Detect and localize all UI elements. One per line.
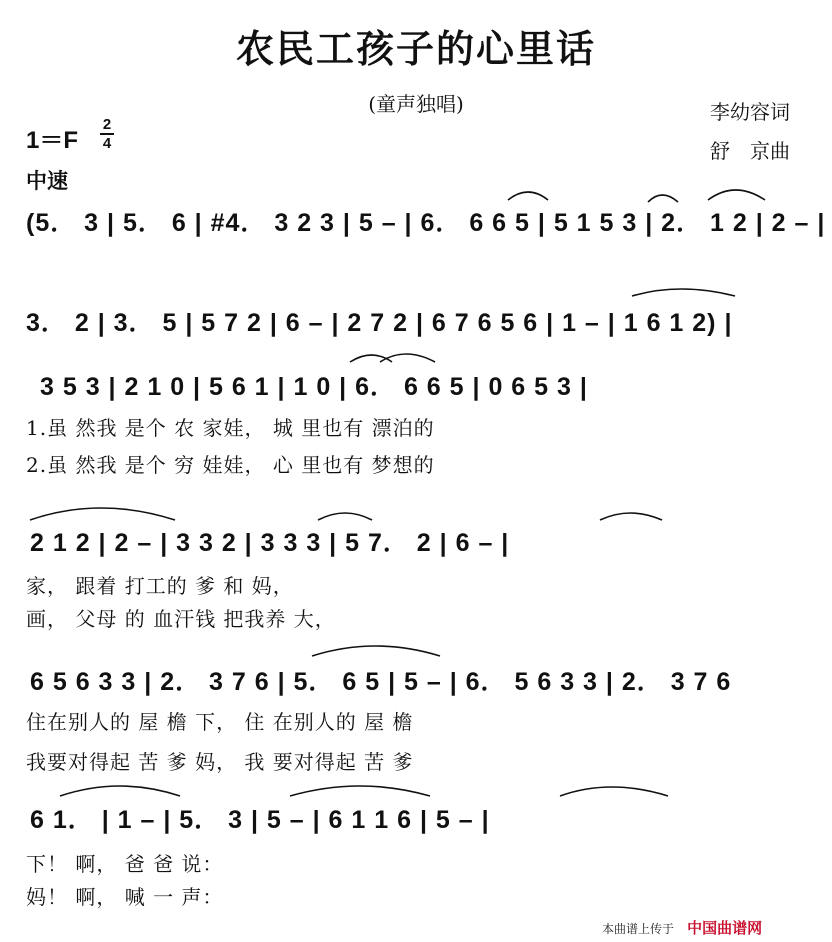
slur bbox=[380, 354, 435, 362]
slur bbox=[708, 190, 765, 200]
system-6-notes: 6 1． | 1 – | 5． 3 | 5 – | 6 1 1 6 | 5 – | bbox=[30, 806, 490, 834]
system-2-notes: 3． 2 | 3． 5 | 5 7 2 | 6 – | 2 7 2 | 6 7 6 5 6 | 1 – | 1 6 1 2) | bbox=[26, 309, 733, 337]
slur bbox=[312, 646, 440, 656]
slur bbox=[648, 195, 678, 202]
slur bbox=[508, 192, 548, 200]
subtitle: (童声独唱) bbox=[368, 92, 464, 116]
footer bbox=[602, 917, 762, 938]
slur bbox=[30, 508, 175, 520]
slur bbox=[560, 787, 668, 796]
system-3-lyrics-verse-2: 2.虽 然我 是个 穷 娃娃， 心 里也有 梦想的 bbox=[26, 453, 435, 477]
time-signature-top: 2 bbox=[102, 116, 112, 133]
slur bbox=[600, 513, 662, 520]
system-4-notes: 2 1 2 | 2 – | 3 3 2 | 3 3 3 | 5 7． 2 | 6 – | bbox=[30, 529, 510, 557]
system-4-lyrics-verse-2: 画， 父母 的 血汗钱 把我养 大， bbox=[26, 607, 336, 631]
system-5-lyrics-verse-2: 我要对得起 苦 爹 妈， 我 要对得起 苦 爹 bbox=[26, 750, 414, 774]
system-3-notes: 3 5 3 | 2 1 0 | 5 6 1 | 1 0 | 6． 6 6 5 | 0 6 5 3 | bbox=[40, 373, 588, 401]
lyricist-credit: 李幼容词 bbox=[710, 100, 790, 124]
slur bbox=[632, 289, 735, 296]
key-signature: 1＝F bbox=[26, 127, 79, 154]
page-title: 农民工孩子的心里话 bbox=[235, 26, 596, 71]
tempo-marking: 中速 bbox=[26, 169, 68, 193]
system-3-lyrics-verse-1: 1.虽 然我 是个 农 家娃， 城 里也有 漂泊的 bbox=[26, 416, 435, 440]
slur bbox=[318, 513, 372, 520]
system-4-lyrics-verse-1: 家， 跟着 打工的 爹 和 妈， bbox=[26, 574, 294, 598]
slur bbox=[290, 786, 430, 796]
footer-brand[interactable]: 中国曲谱网 bbox=[687, 919, 763, 937]
time-signature-bottom: 4 bbox=[102, 135, 112, 152]
system-6-lyrics-verse-1: 下！ 啊， 爸 爸 说： bbox=[26, 852, 224, 876]
system-6-lyrics-verse-2: 妈！ 啊， 喊 一 声： bbox=[26, 885, 224, 909]
system-5-lyrics-verse-1: 住在别人的 屋 檐 下， 住 在别人的 屋 檐 bbox=[26, 710, 414, 734]
system-5-notes: 6 5 6 3 3 | 2． 3 7 6 | 5． 6 5 | 5 – | 6． 5 6 3 3 | 2． 3 7 6 bbox=[30, 668, 732, 696]
system-1-notes: (5． 3 | 5． 6 | #4． 3 2 3 | 5 – | 6． 6 6 5 | 5 1 5 3 | 2． 1 2 | 2 – | bbox=[26, 209, 826, 237]
slur bbox=[60, 786, 180, 796]
composer-credit: 舒 京曲 bbox=[710, 139, 790, 163]
footer-text: 本曲谱上传于 bbox=[602, 922, 675, 936]
